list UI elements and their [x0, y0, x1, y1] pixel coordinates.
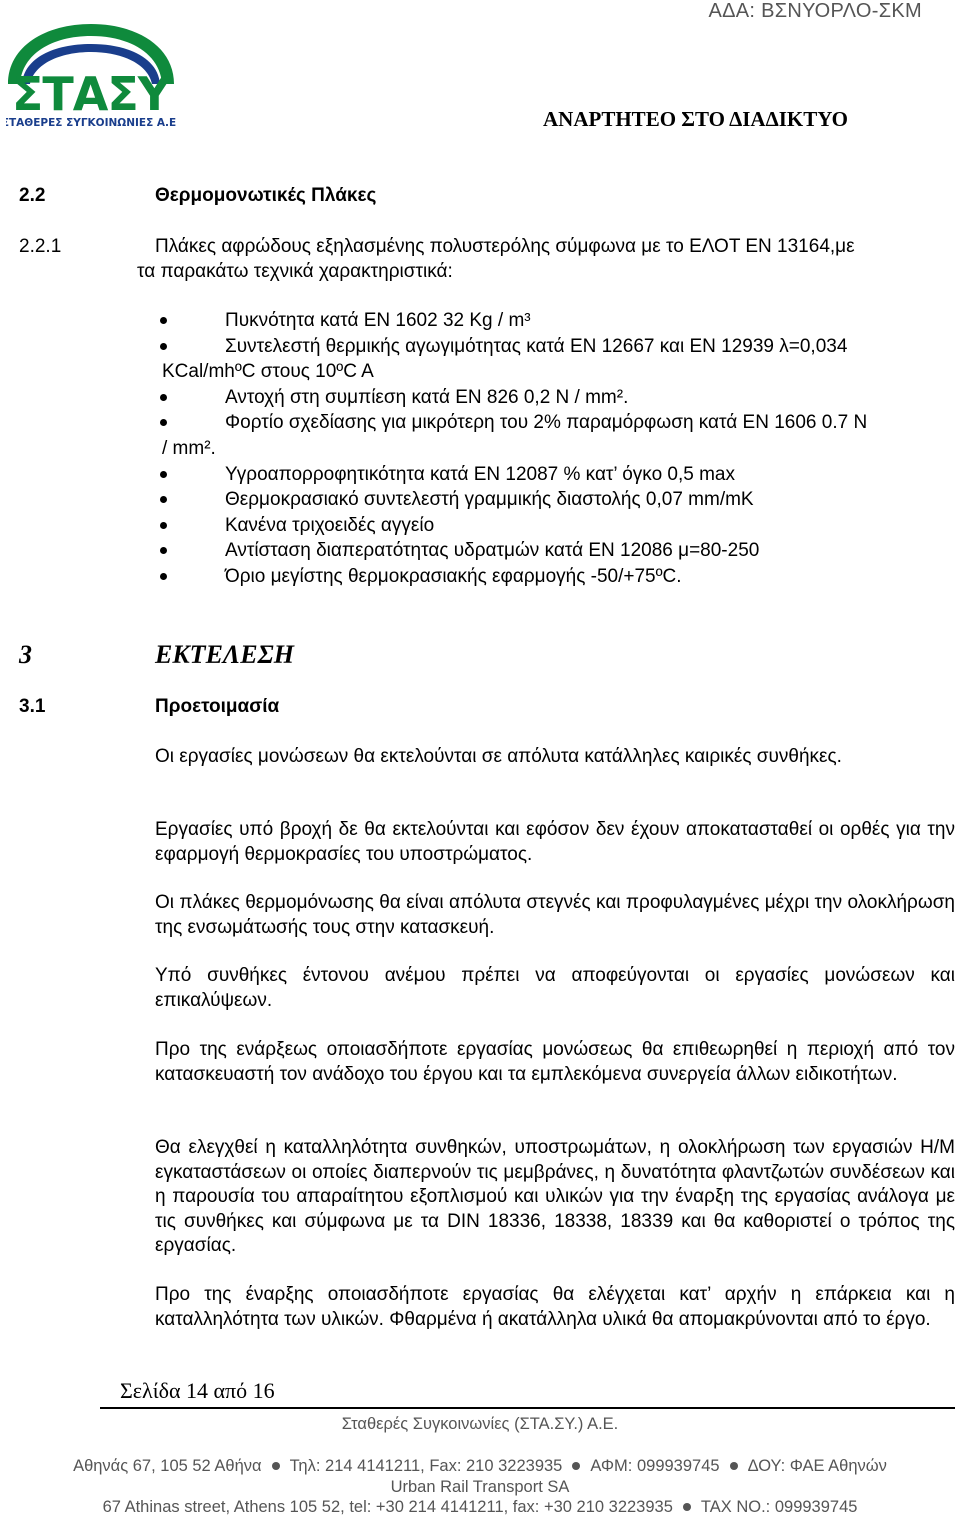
paragraph: Οι πλάκες θερμομόνωσης θα είναι απόλυτα στεγνές και προφυλαγμένες μέχρι την ολοκλήρωση της ενσωμάτωσής τους στην κατασκευή. — [155, 892, 955, 938]
logo-letters: ΣΤΑΣΥ — [11, 67, 171, 121]
bullet-icon — [160, 496, 167, 503]
footer-company-gr: Σταθερές Συγκοινωνίες (ΣΤΑ.ΣΥ.) Α.Ε. — [341, 1415, 619, 1433]
section-number: 2.2.1 — [19, 236, 62, 257]
list-item: Αντίσταση διαπερατότητας υδρατμών κατά ΕΝ 12086 μ=80-250 — [0, 538, 960, 564]
list-item: Υγροαπορροφητικότητα κατά ΕΝ 12087 % κατ’ όγκο 0,5 max — [0, 462, 960, 488]
footer-divider — [100, 1407, 955, 1409]
list-item: Αντοχή στη συμπίεση κατά ΕΝ 826 0,2 Ν / mm². — [0, 385, 960, 411]
list-item: Όριο μεγίστης θερμοκρασιακής εφαρμογής -50/+75ºC. — [0, 564, 960, 590]
bullet-icon — [160, 522, 167, 529]
bullet-icon — [160, 573, 167, 580]
footer-afm: ΑΦΜ: 099939745 — [590, 1457, 720, 1475]
dot-separator-icon — [730, 1462, 738, 1470]
footer-doy: ΔΟΥ: ΦΑΕ Αθηνών — [747, 1457, 887, 1475]
paragraph: Θα ελεγχθεί η καταλληλότητα συνθηκών, υποστρωμάτων, η ολοκλήρωση των εργασιών Η/Μ εγκαταστάσεων οι οποίες διαπερνούν τις μεμβράνες, η δυνατότητα φλαντζωτών συνδέσεων και η παρουσία του απαραίτητου εξοπλισμού και υλικών για την έναρξη της εργασίας ανάλογα με τις συνθήκες και σύμφωνα με τα DIN 18336, 18338, 18339 και θα καθοριστεί ο τρόπος της εργασίας. — [155, 1137, 955, 1257]
list-item: Θερμοκρασιακό συντελεστή γραμμικής διαστολής 0,07 mm/mK — [0, 487, 960, 513]
paragraph: Προ της έναρξης οποιασδήποτε εργασίας θα ελέγχεται κατ’ αρχήν η επάρκεια και η καταλληλότητα των υλικών. Φθαρμένα ή ακατάλληλα υλικά θα απομακρύνονται από το έργο. — [155, 1284, 955, 1330]
dot-separator-icon — [572, 1462, 580, 1470]
dot-separator-icon — [272, 1462, 280, 1470]
stasy-logo-graphic — [6, 18, 176, 130]
ada-code: ΑΔΑ: ΒΣΝΥΟΡΛΟ-ΣΚΜ — [708, 0, 922, 22]
footer-tax: TAX NO.: 099939745 — [700, 1498, 858, 1516]
section-text-line-1: Πλάκες αφρώδους εξηλασμένης πολυστερόλης σύμφωνα με το ΕΛΟΤ ΕΝ 13164,με — [155, 236, 855, 257]
section-title: Θερμομονωτικές Πλάκες — [155, 185, 377, 206]
footer-contact-gr — [0, 1457, 960, 1476]
list-item: Φορτίο σχεδίασης για μικρότερη του 2% παραμόρφωση κατά ΕΝ 1606 0.7 Ν / mm². — [0, 410, 960, 461]
list-item: Πυκνότητα κατά ΕΝ 1602 32 Kg / m³ — [0, 308, 960, 334]
footer-phone: Τηλ: 214 4141211, Fax: 210 3223935 — [289, 1457, 563, 1475]
spec-list — [0, 308, 960, 590]
section-text-line-2: τα παρακάτω τεχνικά χαρακτηριστικά: — [137, 261, 453, 282]
logo-subtitle: ΣΤΑΘΕΡΕΣ ΣΥΓΚΟΙΝΩΝΙΕΣ Α.Ε. — [6, 117, 176, 129]
bullet-icon — [160, 547, 167, 554]
footer-company-en: Urban Rail Transport SA — [390, 1478, 570, 1496]
section-number: 2.2 — [19, 185, 46, 206]
bullet-icon — [160, 419, 167, 426]
bullet-icon — [160, 343, 167, 350]
list-item: Συντελεστή θερμικής αγωγιμότητας κατά ΕΝ 12667 και ΕΝ 12939 λ=0,034 KCal/mhºC στους 10ºC A — [0, 334, 960, 385]
list-item-continuation: / mm². — [162, 437, 216, 459]
bullet-icon — [160, 471, 167, 478]
section-number: 3 — [19, 640, 32, 669]
paragraph: Υπό συνθήκες έντονου ανέμου πρέπει να αποφεύγονται οι εργασίες μονώσεων και επικαλύψεων. — [155, 965, 955, 1011]
list-item: Κανένα τριχοειδές αγγείο — [0, 513, 960, 539]
footer-contact-en — [0, 1498, 960, 1517]
bullet-icon — [160, 394, 167, 401]
stasy-logo — [6, 18, 176, 130]
section-title: ΕΚΤΕΛΕΣΗ — [155, 640, 294, 669]
dot-separator-icon — [683, 1503, 691, 1511]
footer-address: Αθηνάς 67, 105 52 Αθήνα — [73, 1457, 262, 1475]
publish-notice: ΑΝΑΡΤΗΤΕΟ ΣΤΟ ΔΙΑΔΙΚΤΥΟ — [543, 107, 848, 131]
paragraph: Οι εργασίες μονώσεων θα εκτελούνται σε απόλυτα κατάλληλες καιρικές συνθήκες. — [155, 746, 842, 767]
footer-address-en: 67 Athinas street, Athens 105 52, tel: +30 214 4141211, fax: +30 210 3223935 — [102, 1498, 673, 1516]
bullet-icon — [160, 317, 167, 324]
section-title: Προετοιμασία — [155, 696, 280, 717]
section-number: 3.1 — [19, 696, 46, 717]
paragraph: Προ της ενάρξεως οποιασδήποτε εργασίας μονώσεως θα επιθεωρηθεί η περιοχή από τον κατασκευαστή τον ανάδοχο του έργου και τα εμπλεκόμενα συνεργεία άλλων ειδικοτήτων. — [155, 1039, 955, 1085]
paragraph: Εργασίες υπό βροχή δε θα εκτελούνται και εφόσον δεν έχουν αποκατασταθεί οι ορθές για την εφαρμογή θερμοκρασίες του υποστρώματος. — [155, 819, 955, 865]
list-item-continuation: KCal/mhºC στους 10ºC A — [162, 361, 374, 383]
page-number: Σελίδα 14 από 16 — [120, 1378, 275, 1403]
